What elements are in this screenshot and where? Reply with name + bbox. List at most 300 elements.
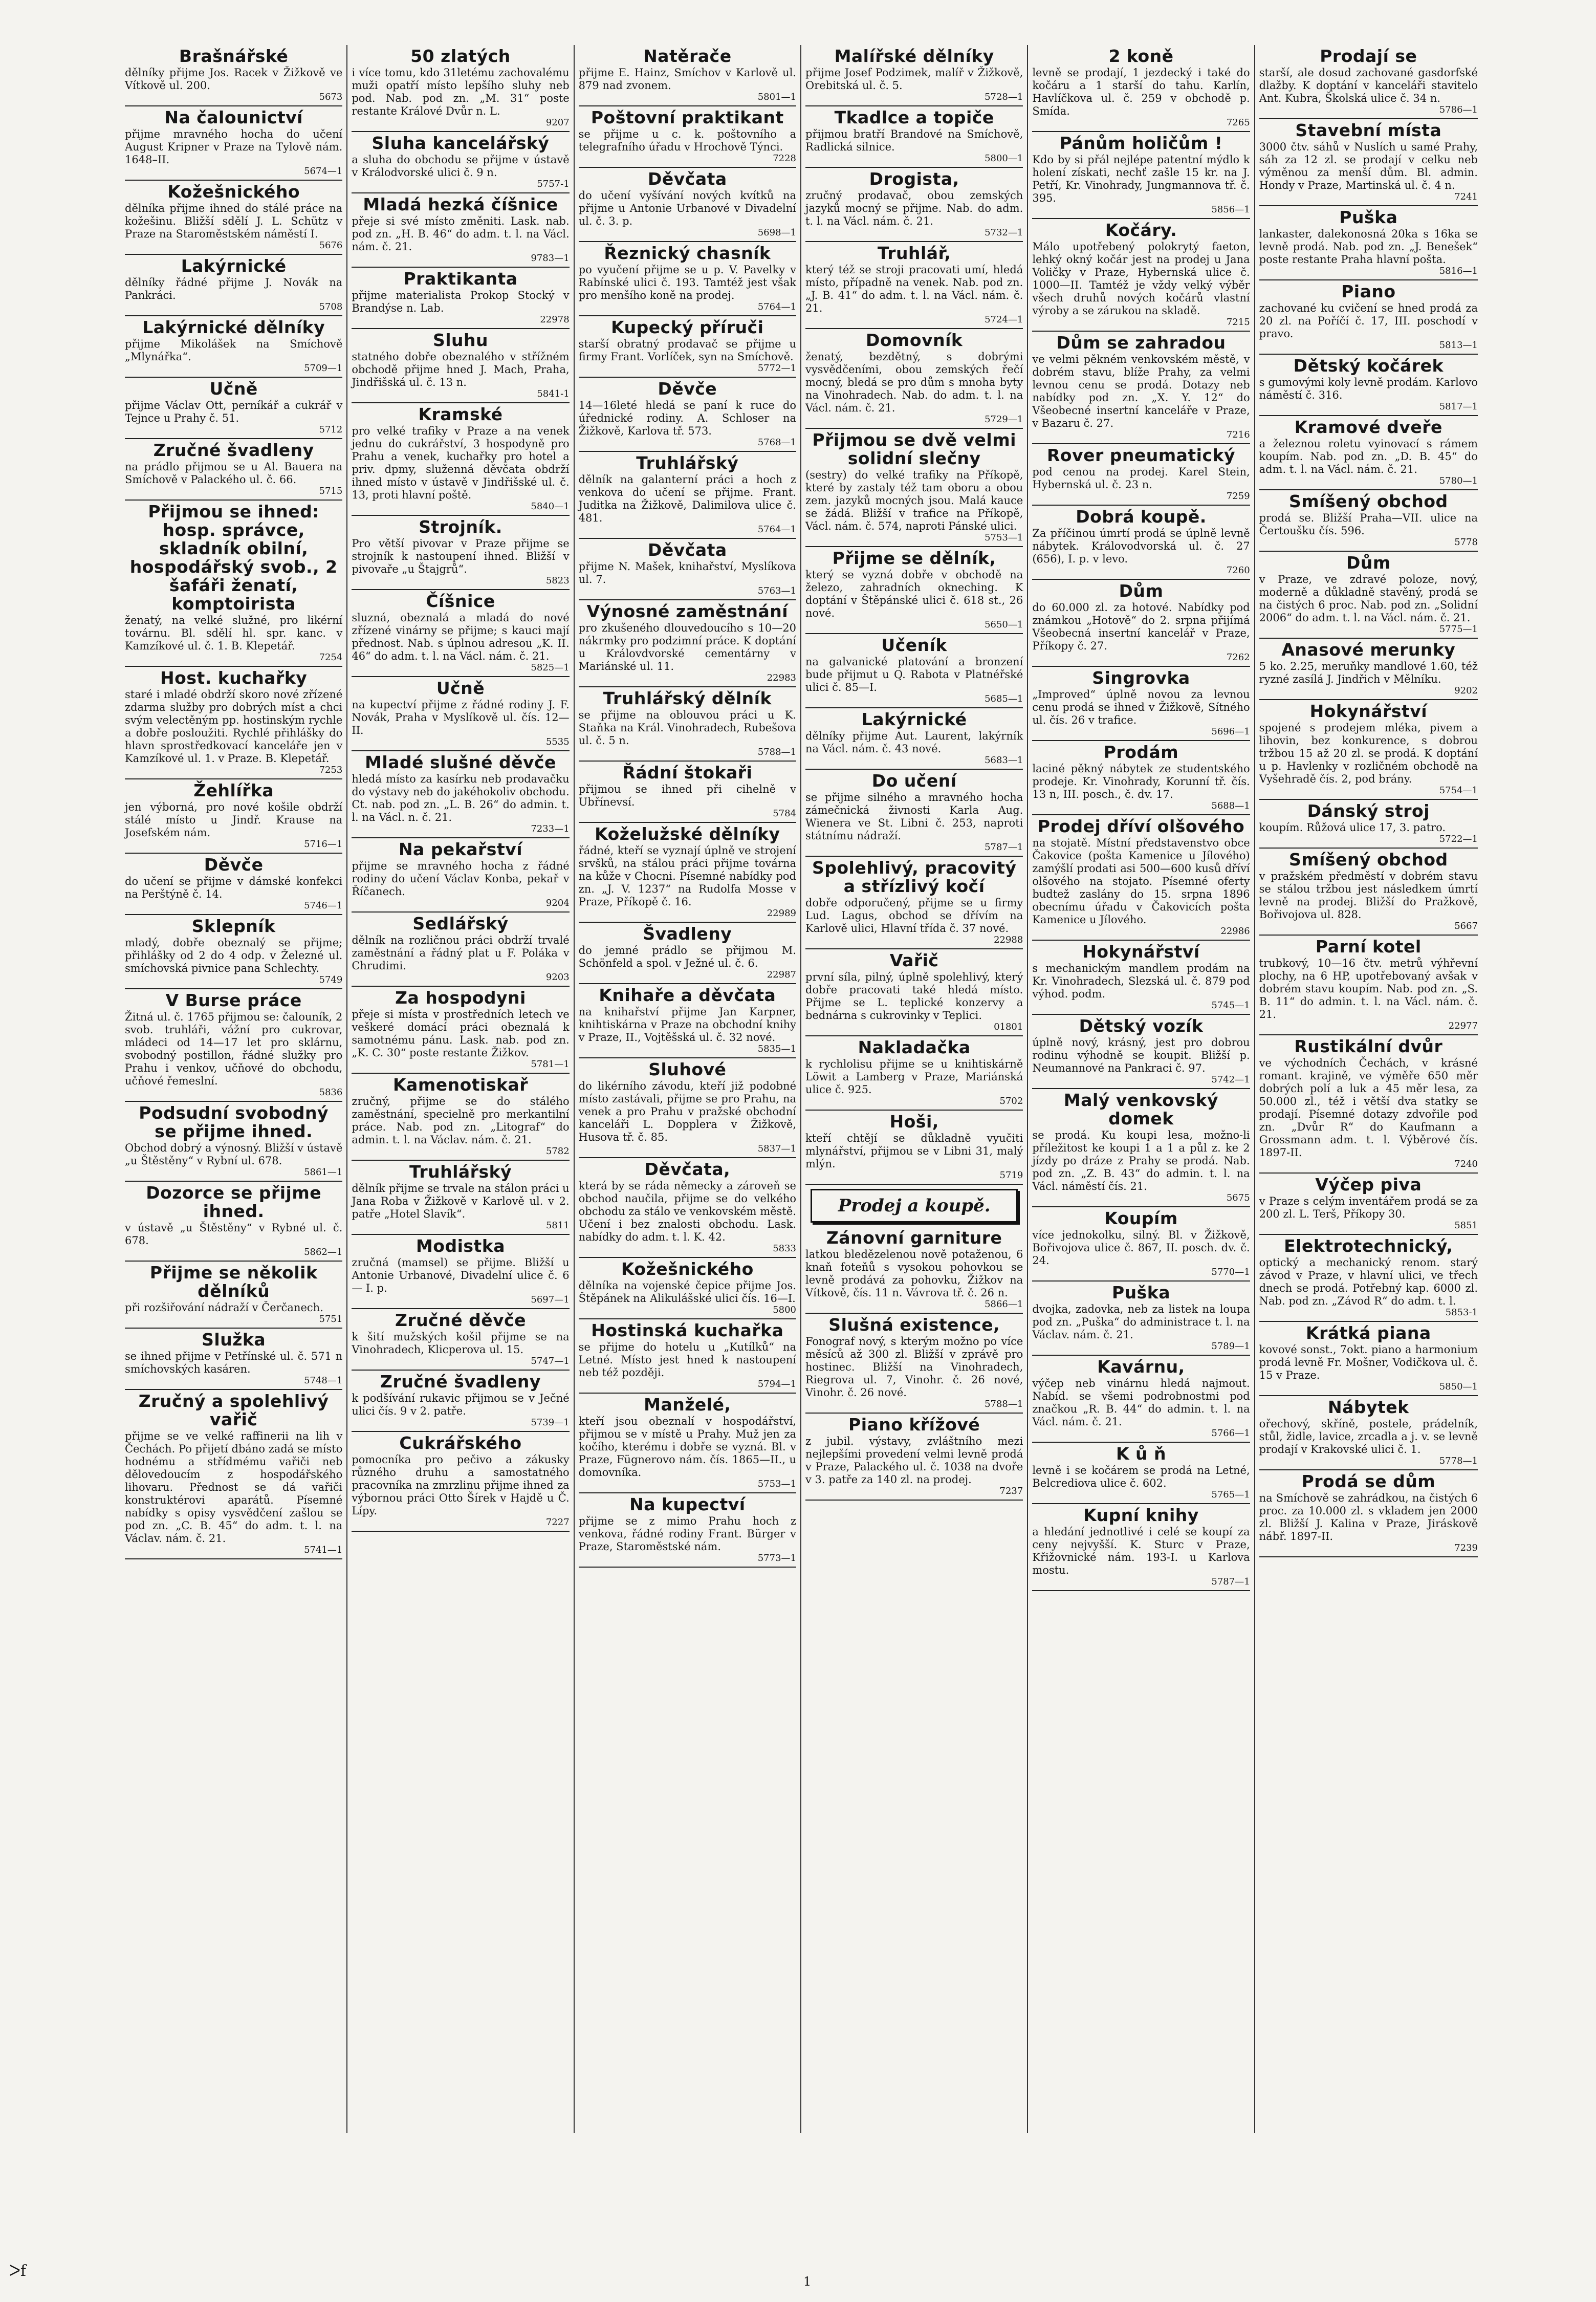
ad-code: 5851 (1454, 1220, 1478, 1231)
ad-heading: Učeník (881, 635, 947, 655)
ad-heading: Děvčata (647, 169, 727, 189)
ad-heading: Cukrářského (399, 1433, 522, 1453)
classified-ad (579, 984, 796, 1058)
ad-heading: Rustikální dvůr (1294, 1036, 1443, 1056)
ad-body: dělník přijme se trvale na stálon práci u Jana Roba v Žižkově v Karlově ul. v 2. patře „Hotel Slavík“. (352, 1182, 570, 1220)
ad-heading: Děvčata (647, 540, 727, 560)
column-4 (801, 45, 1028, 2133)
ad-code: 7259 (1226, 491, 1250, 502)
ad-body: optický a mechanický renom. starý závod v Praze, v hlavní ulici, ve třech dnech se prodá. Potřebný kap. 6000 zl. Nab. pod zn. „Závod R“ do adm. t. l. (1259, 1256, 1478, 1307)
classified-ad (579, 378, 796, 452)
ad-heading: Knihaře a děvčata (599, 985, 776, 1005)
ad-code: 5853-1 (1445, 1307, 1478, 1318)
ad-heading: Na kupectví (629, 1494, 746, 1514)
ad-heading: Výnosné zaměstnání (586, 601, 789, 621)
classified-ad (805, 1227, 1023, 1314)
classified-ad (579, 1319, 796, 1394)
ad-body: spojené s prodejem mléka, pivem a lihovin, bez konkurence, s dobrou tržbou 15 až 20 zl. se prodá. K doptání u p. Havlenky v rozličném obchodě na Vyšehradě čís. 2, pod brány. (1259, 722, 1478, 785)
ad-body: pro zkušeného dlouvedoucího s 10—20 nákrmky pro podzimní práce. K doptání u Královdvorské cementárny v Mariánské ul. 11. (578, 622, 796, 672)
ad-body: ve východních Čechách, v krásné romant. krajině, ve výměře 650 měr dobrých polí a luk a 45 měr lesa, za 50.000 zl., též i větší dva statky se prodají. Písemné dotazy zdvořile pod zn. „Dvůr R“ do Kaufmann a Grossmann adm. t. l. Výběrové čís. 1897-II. (1259, 1057, 1478, 1159)
ad-heading: Číšnice (426, 591, 495, 611)
ad-body: přijme N. Mašek, knihařství, Myslíkova ul. 7. (578, 560, 796, 585)
ad-body: se prodá. Ku koupi lesa, možno-li příležitost ke koupi 1 a 1 a půl z. ke 2 jízdy po dráze z Prahy se prodá. Nab. pod zn. „Z. B. 43“ do admin. t. l. na Václ. náměstí čís. 21. (1032, 1129, 1250, 1192)
ad-code: 5751 (319, 1314, 343, 1324)
ad-code: 5698—1 (757, 227, 796, 238)
classified-ad (1032, 132, 1250, 219)
classified-ad (1032, 1504, 1250, 1591)
ad-body: více jednokolku, silný. Bl. v Žižkově, Bořivojova ulice č. 867, II. posch. dv. č. 24. (1032, 1229, 1250, 1267)
classified-ad (125, 378, 342, 439)
ad-body: řádné, kteří se vyznají úplně ve strojení srvšků, na stálou práci přijme továrna na kůže v Chocni. Písemné nabídky pod zn. „J. V. 1237“ na Rudolfa Mosse v Praze, Příkopě č. 16. (578, 844, 796, 908)
classified-ad (1259, 936, 1478, 1035)
classified-ad (1032, 1282, 1250, 1356)
ad-body: levně i se kočárem se prodá na Letné, Belcrediova ulice č. 602. (1032, 1464, 1250, 1489)
classified-ad (1259, 1174, 1478, 1235)
ad-heading: Truhlářský (636, 453, 739, 473)
ad-code: 5850—1 (1439, 1381, 1478, 1392)
ad-body: se ihned přijme v Petřínské ul. č. 571 n smíchovských kasáren. (125, 1350, 343, 1375)
ad-body: první síla, pilný, úplně spolehlivý, který dobře pracovati také hledá místo. Přijme se L. teplické konzervy a bednárna s cukrovinky v Teplici. (805, 971, 1023, 1022)
ad-body: v Praze s celým inventářem prodá se za 200 zl. L. Terš, Příkopy 30. (1259, 1195, 1478, 1220)
ad-code: 7228 (773, 153, 796, 164)
classified-ad (352, 45, 569, 132)
ad-heading: Za hospodyni (395, 988, 526, 1008)
ad-code: 5764—1 (757, 301, 796, 312)
ad-code: 7240 (1454, 1159, 1478, 1169)
ad-heading: Řeznický chasník (604, 243, 771, 263)
ad-code: 5837—1 (757, 1143, 796, 1154)
ad-body: Žitná ul. č. 1765 přijmou se: čalouník, 2 svob. truhláři, vážní pro cukrovar, mládeci od 14—17 let pro sklárnu, svobodný postillon, řádné služky pro Prahu i venkov, učňové do obchodu, učňové řemeslní. (125, 1011, 343, 1087)
classified-ad (805, 45, 1023, 106)
classified-ad (125, 45, 342, 106)
section-banner: Prodej a koupě. (811, 1189, 1018, 1223)
ad-code: 5787—1 (985, 842, 1023, 853)
classified-ad (579, 1158, 796, 1258)
ad-heading: Kožešnického (621, 1259, 754, 1279)
classified-ad (352, 329, 569, 403)
ad-heading: V Burse práce (165, 990, 302, 1010)
ad-body: ořechový, skříně, postele, prádelník, stůl, židle, lavice, zrcadla a j. v. se levně prodají v Krakovské ulici č. 1. (1259, 1418, 1478, 1456)
ad-code: 5708 (319, 301, 343, 312)
ad-body: dělníka přijme ihned do stálé práce na kožešinu. Bližší sdělí J. L. Schütz v Praze na Staroměstském náměstí I. (125, 202, 343, 240)
ad-heading: Piano (1341, 281, 1396, 301)
margin-mark: ᐳf (9, 2262, 26, 2280)
ad-code: 5715 (319, 486, 343, 496)
ad-heading: Slušná existence, (828, 1315, 1000, 1335)
classified-ad (805, 547, 1023, 634)
ad-body: „Improved“ úplně novou za levnou cenu prodá se ihned v Žižkově, Sítného ul. čís. 26 v trafice. (1032, 688, 1250, 726)
ad-heading: Singrovka (1092, 668, 1190, 688)
classified-ad (1032, 1089, 1250, 1207)
ad-body: statného dobře obeznalého v střížném obchodě přijme hned J. Mach, Praha, Jindřišská ul. č. 13 n. (352, 351, 570, 388)
ad-code: 5747—1 (531, 1356, 570, 1366)
ad-body: ženatý, bezdětný, s dobrými vysvědčeními, obou zemských řečí mocný, bledá se pro dům s mnoha byty na Vinohradech. Nab. do adm. t. l. na Václ. nám. č. 21. (805, 351, 1023, 414)
ad-body: do likérního závodu, kteří již podobné místo zastávali, přijme se pro Prahu, na venek a pro Prahu v pražské obchodní kanceláři L. Dopplera v Žižkově, Husova tř. č. 85. (578, 1080, 796, 1143)
ad-code: 5788—1 (985, 1399, 1023, 1409)
ad-heading: Prodám (1103, 742, 1179, 762)
ad-code: 5674—1 (304, 166, 343, 177)
ad-code: 5780—1 (1439, 475, 1478, 486)
classified-ad (352, 677, 569, 751)
ad-code: 9204 (545, 898, 570, 908)
ad-code: 7262 (1226, 652, 1250, 663)
ad-code: 5748—1 (304, 1375, 343, 1386)
ad-heading: Kupní knihy (1083, 1505, 1199, 1525)
ad-code: 5685—1 (985, 693, 1023, 704)
ad-body: Obchod dobrý a výnosný. Bližší v ústavě „u Štěstěny“ v Rybní ul. 678. (125, 1142, 343, 1167)
ad-heading: Dům (1119, 581, 1164, 601)
ad-code: 5862—1 (304, 1247, 343, 1257)
classified-ad (579, 1058, 796, 1158)
column-1 (121, 45, 347, 2133)
ad-code: 5667 (1454, 921, 1478, 931)
classified-ad (1259, 1396, 1478, 1470)
ad-code: 7227 (545, 1517, 570, 1528)
ad-body: přijme Mikolášek na Smíchově „Mlynářka“. (125, 338, 343, 363)
ad-heading: Dozorce se přijme ihned. (146, 1183, 322, 1221)
ad-body: se přijme u c. k. poštovního a telegrafního úřadu v Hrochově Týnci. (578, 128, 796, 153)
ad-heading: Služka (202, 1330, 266, 1350)
classified-ad (1259, 490, 1478, 552)
classified-ad (1259, 1035, 1478, 1174)
ad-body: pod cenou na prodej. Karel Stein, Hybernská ul. č. 23 n. (1032, 466, 1250, 491)
classified-ad (352, 132, 569, 193)
ad-heading: Mladé slušné děvče (365, 752, 556, 772)
ad-heading: Sklepník (191, 916, 276, 936)
ad-code: 5787—1 (1211, 1576, 1250, 1587)
classified-ad (805, 1414, 1023, 1501)
ad-body: s gumovými koly levně prodám. Karlovo náměstí č. 316. (1259, 376, 1478, 401)
ad-heading: Natěrače (643, 46, 732, 66)
ad-code: 9783—1 (531, 253, 570, 264)
ad-code: 5841-1 (537, 388, 570, 399)
ad-code: 5716—1 (304, 839, 343, 850)
ad-body: přeje si místa v prostředních letech ve veškeré domácí práci obeznalá k samotnému pánu. Lask. nab. pod zn. „K. C. 30“ poste restante Žižkov. (352, 1008, 570, 1059)
ad-body: na stojatě. Místní představenstvo obce Čakovice (pošta Kamenice u Jílového) zamýšlí prodati asi 500—600 kusů dříví olšového na stojato. Písemné oferty budtež zaslány do 15. srpna 1896 obecnímu úřadu v Čakovicích pošta Kamenice u Jílového. (1032, 837, 1250, 926)
ad-code: 5753—1 (985, 532, 1023, 543)
ad-heading: Přijmou se ihned: hosp. správce, skladník obilní, hospodářský svob., 2 šafáři ženatí, komptoiristа (129, 502, 338, 614)
classified-ad (579, 1258, 796, 1319)
ad-code: 7239 (1454, 1543, 1478, 1553)
ad-body: staré i mladé obdrží skoro nové zřízené zdarma služby pro dobrých míst a chci svým velectěným pp. hostinským rychle a dobře posloužiti. Rychlé přihlášky do hlavn sprostředkovací kanceláře jen v Kamzíkové ul. 1. v Praze. B. Klepetář. (125, 688, 343, 765)
classified-ad (125, 1102, 342, 1182)
ad-heading: Kožešnického (167, 182, 300, 202)
ad-body: a sluha do obchodu se přijme v ústavě v Králodvorské ulici č. 9 n. (352, 154, 570, 179)
ad-body: výčep neb vinárnu hledá najmout. Nabíd. se všemi podrobnostmi pod značkou „R. B. 44“ do admin. t. l. na Václ. nám. č. 21. (1032, 1377, 1250, 1428)
column-6 (1255, 45, 1482, 2133)
ad-body: i více tomu, kdo 31letému zachovalému muži opatří místo lepšího sluhy neb pod. Nab. pod zn. „M. 31“ poste restante Králové Dvůr n. L. (352, 67, 570, 117)
classified-ad (805, 106, 1023, 168)
ad-code: 5763—1 (757, 585, 796, 596)
classified-ad (352, 1309, 569, 1371)
classified-ad (579, 316, 796, 378)
classified-ad (1032, 1356, 1250, 1443)
ad-body: na Smíchově se zahrádkou, na čistých 6 proc. za 10.000 zl. s vkladem jen 2000 zl. Bližší J. Kalina v Praze, Jiráskově nábř. 1897-II. (1259, 1492, 1478, 1543)
ad-heading: Kramové dveře (1294, 417, 1442, 437)
ad-heading: Nábytek (1328, 1397, 1409, 1417)
ad-code: 5722—1 (1439, 834, 1478, 844)
ad-heading: Do učení (871, 771, 957, 791)
ad-code: 5801—1 (757, 92, 796, 102)
ad-body: přijme materialista Prokop Stocký v Brandýse n. Lab. (352, 289, 570, 314)
ad-heading: Děvče (204, 855, 264, 875)
ad-heading: Sluhu (432, 330, 489, 350)
ad-body: v ústavě „u Štěstěny“ v Rybné ul. č. 678. (125, 1222, 343, 1247)
page-footer-mark: 1 (803, 2274, 812, 2289)
ad-code: 7237 (999, 1486, 1023, 1496)
classified-ad (1032, 1207, 1250, 1282)
ad-body: ženatý, na velké služné, pro likérní továrnu. Bl. sdělí hl. spr. kanc. v Kamzíkové ul. č. 1. B. Klepetář. (125, 614, 343, 652)
classified-ad (352, 913, 569, 987)
ad-heading: Kočáry. (1105, 220, 1177, 240)
ad-body: přijme Josef Podzimek, malíř v Žižkově, Orebitská ul. č. 5. (805, 67, 1023, 92)
classified-ad (1259, 119, 1478, 206)
classified-ad (579, 1493, 796, 1568)
classified-ad (1259, 416, 1478, 490)
classified-ad (805, 168, 1023, 242)
ad-code: 5688—1 (1211, 800, 1250, 811)
ad-heading: Hoši, (889, 1112, 939, 1132)
ad-heading: Kavárnu, (1097, 1357, 1185, 1377)
ad-code: 5835—1 (757, 1044, 796, 1054)
ad-body: hledá místo za kasírku neb prodavačku do výstavy neb do jakéhokoliv obchodu. Ct. nab. pod zn. „L. B. 26“ do admin. t. l. na Václ. n. č. 21. (352, 773, 570, 823)
ad-heading: Kramské (418, 404, 503, 424)
ad-body: Za příčinou úmrtí prodá se úplně levně nábytek. Královodvorská ul. č. 27 (656), I. p. v levo. (1032, 527, 1250, 565)
classified-ad (1259, 1235, 1478, 1322)
ad-heading: Zručné švadleny (153, 440, 314, 460)
ad-heading: Malířské dělníky (834, 46, 994, 66)
ad-code: 7254 (319, 652, 343, 663)
ad-heading: Puška (1111, 1283, 1171, 1302)
classified-ad (1259, 206, 1478, 280)
ad-heading: Hostinská kuchařka (591, 1320, 784, 1340)
ad-body: pomocníka pro pečivo a zákusky různého druhu a samostatného pracovníka na zmrzlinu přijme ihned za výbornou práci Otto Šírek v Hajdě u Č. Lípy. (352, 1453, 570, 1517)
ad-body: zručný prodavač, obou zemských jazyků mocný se přijme. Nab. do adm. t. l. na Václ. nám. č. 21. (805, 189, 1023, 227)
classified-ad (579, 45, 796, 106)
ad-body: dobře odporučený, přijme se u firmy Lud. Lagus, obchod se dřívím na Karlově ulici, Hlavní třída č. 37 nové. (805, 897, 1023, 935)
ad-body: dělníky řádné přijme J. Novák na Pankráci. (125, 276, 343, 301)
ad-code: 5833 (773, 1243, 796, 1254)
column-5 (1028, 45, 1255, 2133)
classified-ad (352, 1161, 569, 1235)
classified-ad (805, 1036, 1023, 1111)
ad-body: přeje si své místo změniti. Lask. nab. pod zn. „H. B. 46“ do adm. t. l. na Václ. nám. č. 21. (352, 215, 570, 253)
ad-heading: Modistka (416, 1236, 506, 1256)
ad-code: 5673 (319, 92, 343, 102)
ad-body: přijme se mravného hocha z řádné rodiny do učení Václav Konba, pekař v Říčanech. (352, 860, 570, 898)
ad-code: 5823 (545, 575, 570, 586)
ad-body: k podšívání rukavic přijmou se v Ječné ulici čís. 9 v 2. patře. (352, 1392, 570, 1417)
ad-heading: Smíšený obchod (1289, 850, 1448, 870)
ad-code: 5772—1 (757, 363, 796, 374)
ad-body: přijmou se ihned při cihelně v Ubřínevsí. (578, 783, 796, 808)
ad-heading: Koželužské dělníky (595, 824, 780, 844)
ad-code: 5840—1 (531, 501, 570, 512)
ad-heading: Lakýrnické (181, 256, 287, 276)
ad-code: 5786—1 (1439, 104, 1478, 115)
ad-code: 5766—1 (1211, 1428, 1250, 1439)
ad-body: zachované ku cvičení se hned prodá za 20 zl. na Poříčí č. 17, III. poschodí v pravo. (1259, 302, 1478, 340)
column-2 (347, 45, 574, 2133)
ad-heading: Manželé, (644, 1395, 731, 1415)
classified-ad (125, 779, 342, 854)
ad-heading: Děvče (658, 379, 717, 399)
classified-ad (125, 255, 342, 316)
ad-heading: Prodají se (1320, 46, 1417, 66)
ad-body: přijme se ve velké raffinerii na lih v Čechách. Po přijetí dbáno zadá se místo hodnému a střídmému vařiči neb dělovedoucím z hospodářského lihovaru. Přednost se dá vařiči konstruktérovi aparátů. Písemné nabídky s opisy vysvědčení zašlou se pod zn. „C. B. 45“ do adm. t. l. na Václav. nám. č. 21. (125, 1430, 343, 1545)
ad-code: 5753—1 (757, 1479, 796, 1489)
ad-code: 5709—1 (304, 363, 343, 374)
ad-code: 5788—1 (757, 747, 796, 757)
ad-heading: Podsudní svobodný se přijme ihned. (139, 1103, 329, 1141)
classified-ad (1259, 45, 1478, 119)
classified-ad (1032, 667, 1250, 741)
classified-ad (1032, 815, 1250, 941)
ad-heading: Praktikanta (403, 269, 518, 289)
ad-body: s mechanickým mandlem prodám na Kr. Vinohradech, Slezská ul. č. 879 pod výhod. podm. (1032, 962, 1250, 1000)
ad-body: latkou bledězelenou nově potaženou, 6 knaň foteňů s vysokou pohovkou se levně prodává za pohovku, Žižkov na Vítkově, čís. 11 n. Vávrova tř. č. 26 n. (805, 1248, 1023, 1299)
ad-heading: Stavební místa (1295, 120, 1442, 140)
ad-heading: Anasové merunky (1281, 640, 1456, 660)
ad-body: prodá se. Bližší Praha—VII. ulice na Čertoušku čís. 596. (1259, 512, 1478, 537)
ad-body: dělník na galanterní práci a hoch z venkova do učení se přijme. Frant. Juditka na Žižkově, Dalimilova ulice č. 481. (578, 473, 796, 524)
ad-heading: Na pekařství (398, 839, 523, 859)
ad-body: dělník na rozličnou práci obdrží trvalé zaměstnání a řádný plat u F. Poláka v Chrudimi. (352, 934, 570, 972)
ad-heading: Výčep piva (1315, 1175, 1422, 1195)
ad-heading: Zručný a spolehlivý vařič (138, 1391, 329, 1429)
ad-heading: Pánům holičům ! (1059, 133, 1223, 153)
ad-body: na galvanické platování a bronzení bude přijmut u Q. Rabota v Platnéřské ulici č. 85—I. (805, 656, 1023, 693)
ad-heading: Zručné švadleny (380, 1372, 541, 1392)
ad-code: 9202 (1454, 685, 1478, 696)
classified-ad (352, 987, 569, 1074)
ad-heading: Tkadlce a topiče (834, 107, 994, 127)
classified-ad (805, 329, 1023, 429)
classified-ad (1259, 700, 1478, 800)
ad-code: 01801 (994, 1022, 1023, 1032)
ad-body: starší obratný prodavač se přijme u firmy Frant. Vorlíček, syn na Smíchově. (578, 338, 796, 363)
column-3 (575, 45, 801, 2133)
classified-ad (125, 1329, 342, 1390)
ad-heading: Zručné děvče (395, 1310, 527, 1330)
ad-code: 5741—1 (304, 1545, 343, 1555)
classified-ad (1259, 1322, 1478, 1396)
ad-body: do 60.000 zl. za hotové. Nabídky pod známkou „Hotově“ do 2. srpna přijímá Všeobecná insertní kancelář v Praze, Příkopy č. 27. (1032, 601, 1250, 652)
ad-body: který též se stroji pracovati umí, hledá místo, případně na venek. Nab. pod zn. „J. B. 41“ do adm. t. l. na Václ. nám. č. 21. (805, 264, 1023, 314)
ad-body: při rozšiřování nádraží v Čerčanech. (125, 1301, 323, 1314)
ad-body: která by se ráda německy a zároveň se obchod naučila, přijme se do velkého obchodu za stálo ve venkovském městě. Učení i bez znalosti obchodu. Lask. nabídky do adm. t. l. K. 42. (578, 1180, 796, 1243)
ad-body: kovové sonst., 7okt. piano a harmonium prodá levně Fr. Mošner, Vodičkova ul. č. 15 v Praze. (1259, 1343, 1478, 1381)
ad-body: trubkový, 10—16 čtv. metrů výhřevní plochy, na 6 HP, upotřebovaný avšak v dobrém stavu koupím. Nab. pod zn. „S. B. 11“ do admin. t. l. na Václ. nám. č. 21. (1259, 957, 1478, 1020)
classified-ad (352, 1371, 569, 1432)
classified-ad (579, 168, 796, 242)
ad-heading: Přijme se několik dělníků (149, 1263, 318, 1301)
ad-heading: Truhlář, (877, 243, 951, 263)
ad-body: sluzná, obeznalá a mladá do nové zřízené vinárny se přijme; s kauci mají přednost. Nab. s úplnou adresou „K. II. 46“ do adm. t. l. na Václ. nám. č. 21. (352, 612, 570, 662)
ad-heading: Domovník (865, 330, 963, 350)
ad-heading: Zánovní garniture (826, 1228, 1002, 1248)
ad-code: 5784 (773, 808, 796, 819)
ad-heading: Kamenotiskař (392, 1075, 528, 1095)
ad-code: 5813—1 (1439, 340, 1478, 351)
classified-ad (1032, 506, 1250, 580)
ad-heading: Děvčata, (644, 1159, 731, 1179)
ad-code: 5817—1 (1439, 401, 1478, 412)
ad-body: (sestry) do velké trafiky na Příkopě, které by zastaly též tam oboru a obou zem. jazyků mocných jsou. Malá kauce se žádá. Bližší v trafice na Příkopě, Václ. nám. č. 574, naproti Pánské ulici. (805, 469, 1023, 532)
ad-heading: Sedlářský (412, 914, 509, 933)
classified-ad (352, 590, 569, 677)
ad-code: 5778 (1454, 537, 1478, 548)
ad-heading: Dobrá koupě. (1076, 507, 1207, 527)
ad-code: 5712 (319, 424, 343, 435)
ad-code: 5732—1 (985, 227, 1023, 238)
ad-code: 5800—1 (985, 153, 1023, 164)
classified-ad (1259, 800, 1478, 849)
ad-body: do jemné prádlo se přijmou M. Schönfeld a spol. v Ježné ul. č. 6. (578, 944, 796, 969)
ad-code: 9203 (545, 972, 570, 983)
ad-heading: K ů ň (1116, 1444, 1167, 1464)
ad-body: zručná (mamsel) se přijme. Bližší u Antonie Urbanové, Divadelní ulice č. 6 — I. p. (352, 1256, 570, 1294)
classified-ad (579, 539, 796, 600)
classified-ad (125, 667, 342, 779)
classified-ad (805, 770, 1023, 857)
classified-ad (352, 838, 569, 913)
ad-code: 5765—1 (1211, 1489, 1250, 1500)
ad-code: 5764—1 (757, 524, 796, 535)
ad-code: 7215 (1226, 317, 1250, 328)
classified-ad (1032, 332, 1250, 444)
classified-ad (805, 708, 1023, 770)
ad-heading: Dětský kočárek (1293, 356, 1444, 376)
ad-code: 5535 (545, 736, 570, 747)
ad-code: 5696—1 (1211, 726, 1250, 737)
classified-ad (125, 501, 342, 667)
ad-body: 14—16leté hledá se paní k ruce do úřednické rodiny. A. Schloser na Žižkově, Karlova tř. 573. (578, 399, 796, 437)
classified-ad (125, 1390, 342, 1559)
ad-body: Málo upotřebený polokrytý faeton, lehký okný kočár jest na prodej u Jana Voličky v Praze, Hybernská ulice č. 1000—II. Tamtéž je vždy velký výběr všech druhů nových kočárů vlastní výroby a se zárukou na skladě. (1032, 241, 1250, 317)
classified-ad (1032, 219, 1250, 332)
ad-body: k šití mužských košil přijme se na Vinohradech, Klicperova ul. 15. (352, 1331, 570, 1356)
ad-code: 22989 (767, 908, 796, 919)
ad-body: do učení vyšívání nových kvítků na přijme u Antonie Urbanové v Divadelní ul. č. 3. p. (578, 189, 796, 227)
ad-body: na kupectví přijme z řádné rodiny J. F. Novák, Praha v Myslíkově ul. čís. 12—II. (352, 699, 570, 736)
ad-body: do učení se přijme v dámské konfekci na Perštýně č. 14. (125, 875, 343, 900)
ad-heading: Rover pneumatický (1046, 445, 1235, 465)
classified-ad (1259, 280, 1478, 355)
classified-ad (125, 181, 342, 255)
ad-code: 22987 (767, 969, 796, 980)
ad-heading: Piano křížové (848, 1415, 980, 1435)
ad-body: kteří jsou obeznalí v hospodářství, přijmou se v místě u Prahy. Muž jen za kočího, kterému i dobře se vyzná. Bl. v Praze, Fügnerovo nám. čís. 1865—II., u domovníka. (578, 1415, 796, 1479)
ad-code: 5675 (1226, 1192, 1250, 1203)
ad-code: 5782 (545, 1146, 570, 1157)
ad-heading: Dům se zahradou (1056, 333, 1226, 353)
ad-body: z jubil. výstavy, zvláštního mezi nejlepšími provedení velmi levně prodá v Praze, Palackého ul. č. 1038 na dvoře v 3. patře za 140 zl. na prodej. (805, 1435, 1023, 1486)
ad-body: a železnou roletu vyinovací s rámem koupím. Nab. pod zn. „D. B. 45“ do adm. t. l. na Václ. nám. č. 21. (1259, 438, 1478, 475)
ad-code: 22986 (1220, 926, 1250, 937)
classified-ad (1032, 741, 1250, 815)
ad-heading: Dům (1346, 553, 1391, 573)
classified-ad (1032, 580, 1250, 667)
classified-ad (579, 687, 796, 762)
ad-code: 7253 (319, 765, 343, 775)
ad-code: 7233—1 (531, 823, 570, 834)
classified-ad (1032, 1443, 1250, 1504)
ad-heading: Nakladačka (858, 1037, 971, 1057)
ad-body: ve velmi pěkném venkovském městě, v dobrém stavu, blíže Prahy, za velmi levnou cenu se prodá. Dotazy neb nabídky pod zn. „X. Y. 12“ do Všeobecné insertní kanceláře v Praze, v Bazaru č. 27. (1032, 353, 1250, 429)
ad-body: koupím. Růžová ulice 17, 3. patro. (1259, 821, 1446, 834)
ad-heading: Brašnářské (179, 46, 289, 66)
